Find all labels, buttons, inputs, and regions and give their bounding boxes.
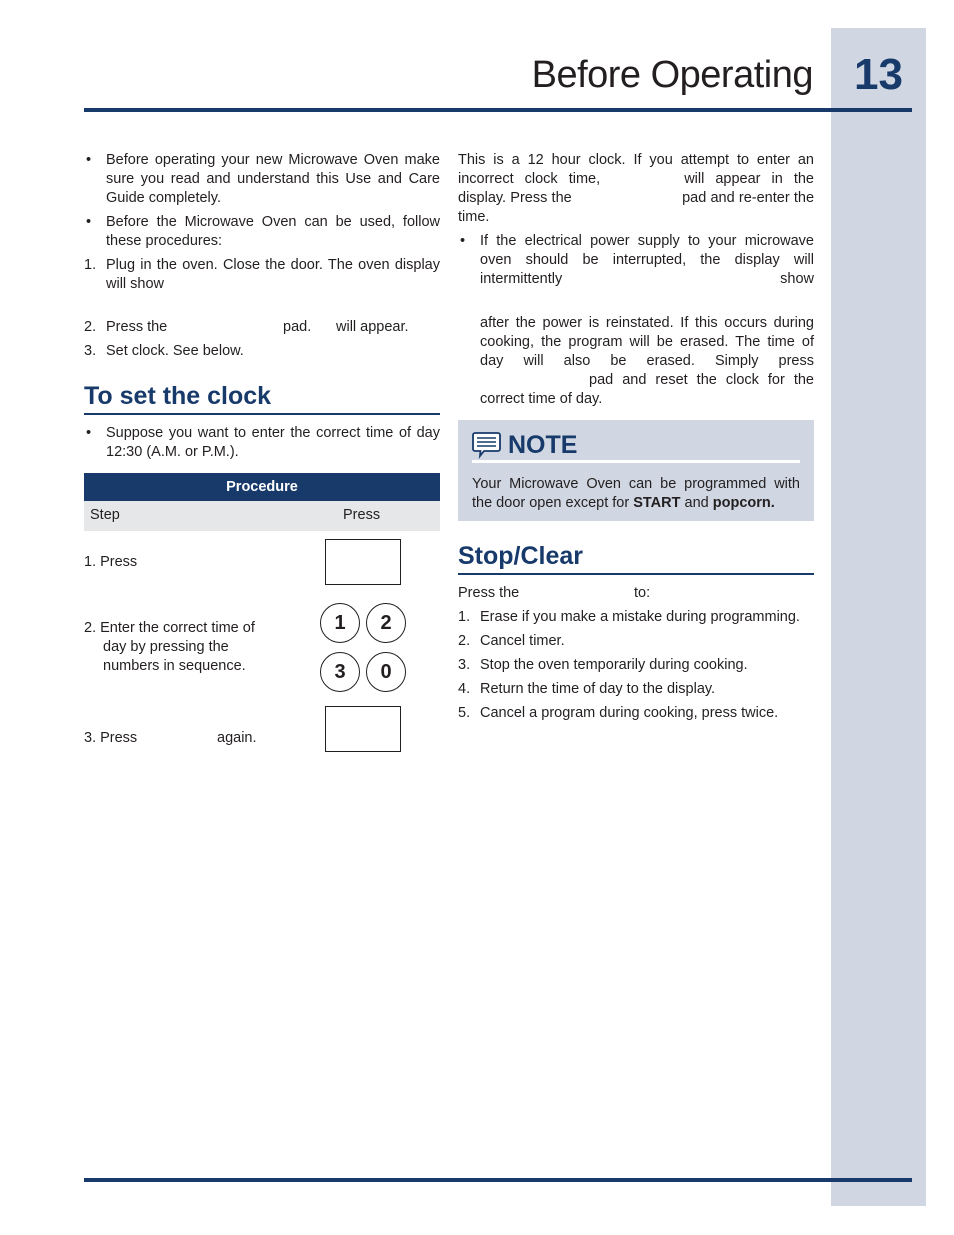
list-item: 3. Set clock. See below. xyxy=(84,343,244,359)
list-item: 5. Cancel a program during cooking, press twice. xyxy=(458,705,779,721)
speech-bubble-note-icon xyxy=(472,431,502,459)
list-item: • If the electrical power supply to your microwave oven should be interrupted, the display will intermittently show after the power is reinstated. If this occurs during cooking, the program will be erased. The time of day will also be erased. Simply press pad and reset the clock for the correct time of day. xyxy=(460,233,814,407)
number-key-1[interactable]: 1 xyxy=(320,603,360,643)
list-item: • Suppose you want to enter the correct time of day 12:30 (A.M. or P.M.). xyxy=(86,425,440,460)
list-item: 3. Stop the oven temporarily during cooking. xyxy=(458,657,748,673)
list-item: 1. Plug in the oven. Close the door. The oven display will show xyxy=(84,257,440,292)
side-tab xyxy=(831,28,926,1206)
list-item: 2. Press the pad. will appear. xyxy=(84,319,409,335)
clock-pad-key-again[interactable] xyxy=(325,706,401,752)
right-column xyxy=(458,151,814,728)
procedure-table xyxy=(84,473,440,758)
list-item: 4. Return the time of day to the display. xyxy=(458,681,716,697)
col-step-label: Step xyxy=(90,507,120,523)
number-key-3[interactable]: 3 xyxy=(320,652,360,692)
list-item: • Before the Microwave Oven can be used, follow these procedures: xyxy=(86,214,440,249)
list-item: • Before operating your new Microwave Oven make sure you read and understand this Use and Care Guide completely. xyxy=(86,152,440,206)
footer-rule xyxy=(84,1178,912,1182)
step-1: 1. Press xyxy=(84,554,138,570)
list-item: 1. Erase if you make a mistake during programming. xyxy=(458,609,800,625)
step-3: 3. Press again. xyxy=(84,730,257,746)
clock-paragraph: This is a 12 hour clock. If you attempt to enter an incorrect clock time, will appear in the display. Press the pad and re-enter the time. xyxy=(458,152,815,225)
clock-pad-key[interactable] xyxy=(325,539,401,585)
procedure-subheader xyxy=(84,501,440,531)
page-number: 13 xyxy=(854,50,903,99)
list-item: 2. Cancel timer. xyxy=(458,633,565,649)
number-key-0[interactable]: 0 xyxy=(366,652,406,692)
step-2: 2. Enter the correct time of day by pressing the numbers in sequence. xyxy=(84,620,255,674)
number-key-2[interactable]: 2 xyxy=(366,603,406,643)
note-text: Your Microwave Oven can be programmed with the door open except for START and popcorn. xyxy=(472,476,800,511)
header-rule xyxy=(84,108,912,112)
note-box xyxy=(458,420,814,521)
left-column xyxy=(84,151,440,758)
clock-heading: To set the clock xyxy=(84,381,440,415)
stop-clear-heading: Stop/Clear xyxy=(458,541,814,575)
stop-intro: Press the to: xyxy=(458,585,651,601)
procedure-header: Procedure xyxy=(84,473,440,501)
col-press-label: Press xyxy=(343,507,381,523)
note-title: NOTE xyxy=(472,430,800,463)
page-title: Before Operating xyxy=(531,54,813,96)
